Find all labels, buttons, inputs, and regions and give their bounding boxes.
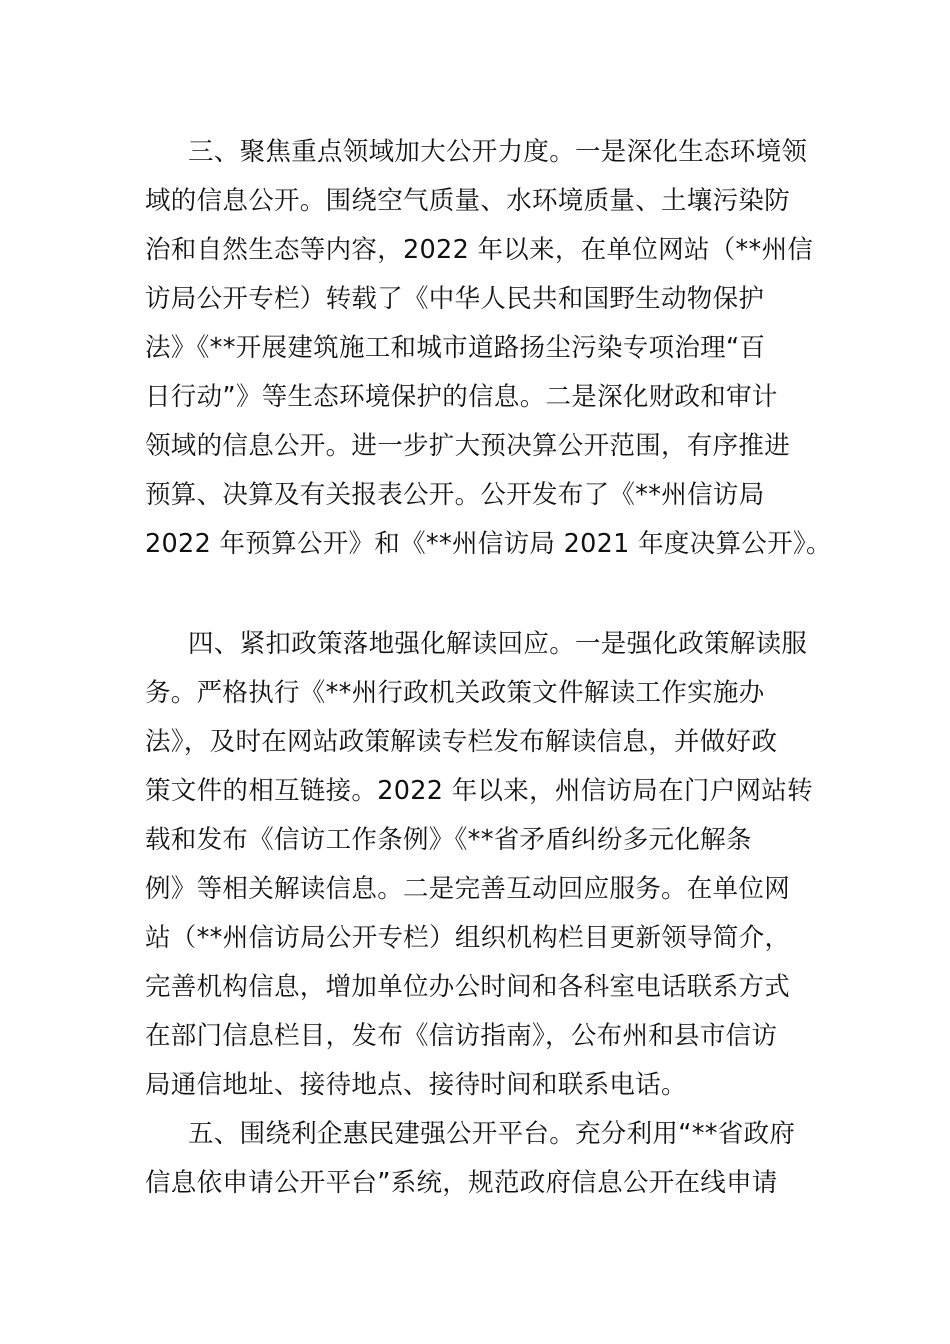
paragraph-line: 四、紧扣政策落地强化解读回应。一是强化政策解读服 [188, 629, 808, 659]
paragraph-line: 在部门信息栏目，发布《信访指南》，公布州和县市信访 [145, 1021, 778, 1051]
paragraph-line: 策文件的相互链接。2022 年以来，州信访局在门户网站转 [145, 776, 813, 806]
paragraph-line: 务。严格执行《**州行政机关政策文件解读工作实施办 [145, 678, 765, 708]
paragraph-line: 例》等相关解读信息。二是完善互动回应服务。在单位网 [145, 874, 791, 904]
paragraph-line: 站（**州信访局公开专栏）组织机构栏目更新领导简介， [145, 923, 791, 953]
paragraph-line: 治和自然生态等内容，2022 年以来，在单位网站（**州信 [145, 235, 814, 265]
paragraph-line: 法》，及时在网站政策解读专栏发布解读信息，并做好政 [145, 727, 778, 757]
paragraph-line: 访局公开专栏）转载了《中华人民共和国野生动物保护 [145, 284, 765, 314]
paragraph-line: 载和发布《信访工作条例》《**省矛盾纠纷多元化解条 [145, 825, 752, 855]
paragraph-line: 域的信息公开。围绕空气质量、水环境质量、土壤污染防 [145, 186, 791, 216]
paragraph-line: 完善机构信息，增加单位办公时间和各科室电话联系方式 [145, 972, 791, 1002]
paragraph-line: 五、围绕利企惠民建强公开平台。充分利用“**省政府 [188, 1119, 796, 1149]
paragraph-line: 领域的信息公开。进一步扩大预决算公开范围，有序推进 [145, 431, 791, 461]
paragraph-line: 日行动”》等生态环境保护的信息。二是深化财政和审计 [145, 382, 778, 412]
paragraph-line: 局通信地址、接待地点、接待时间和联系电话。 [145, 1070, 687, 1100]
paragraph-line: 三、聚焦重点领域加大公开力度。一是深化生态环境领 [188, 137, 808, 167]
paragraph-line: 预算、决算及有关报表公开。公开发布了《**州信访局 [145, 480, 765, 510]
paragraph-line: 2022 年预算公开》和《**州信访局 2021 年度决算公开》。 [145, 529, 832, 559]
paragraph-line: 法》《**开展建筑施工和城市道路扬尘污染专项治理“百 [145, 333, 766, 363]
paragraph-line: 信息依申请公开平台”系统，规范政府信息公开在线申请 [145, 1168, 778, 1198]
